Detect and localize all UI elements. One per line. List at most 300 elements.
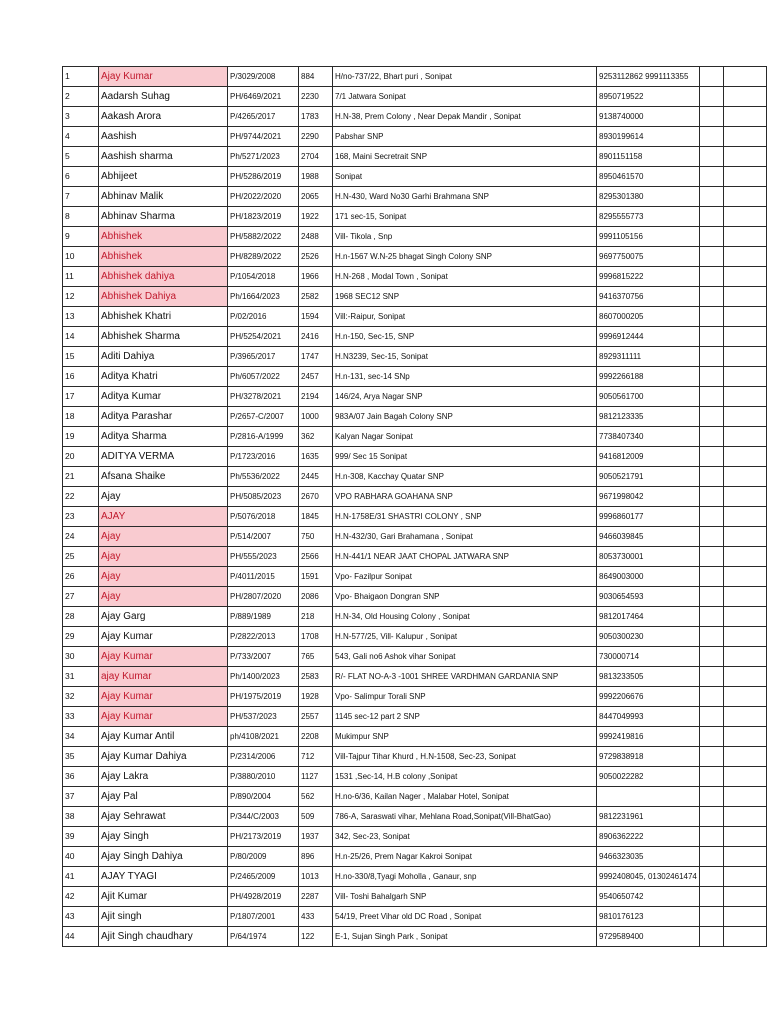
registration-number-cell: PH/1823/2019 xyxy=(228,207,299,227)
table-row xyxy=(63,407,767,427)
registration-number-cell: Ph/1400/2023 xyxy=(228,667,299,687)
name-cell: Ajay Kumar Antil xyxy=(99,727,228,747)
phone-cell: 9810176123 xyxy=(597,907,700,927)
registration-number-cell: P/514/2007 xyxy=(228,527,299,547)
empty-cell xyxy=(723,727,766,747)
serial-number-cell: 40 xyxy=(63,847,99,867)
serial-number-cell: 17 xyxy=(63,387,99,407)
address-cell: Vill- Tikola , Snp xyxy=(333,227,597,247)
code-cell: 2583 xyxy=(299,667,333,687)
address-cell: H.N-34, Old Housing Colony , Sonipat xyxy=(333,607,597,627)
empty-cell xyxy=(723,87,766,107)
empty-cell xyxy=(699,427,723,447)
table-row xyxy=(63,787,767,807)
table-row xyxy=(63,207,767,227)
code-cell: 1594 xyxy=(299,307,333,327)
table-row xyxy=(63,547,767,567)
phone-cell: 8901151158 xyxy=(597,147,700,167)
table-row xyxy=(63,667,767,687)
phone-cell: 9697750075 xyxy=(597,247,700,267)
name-cell: Ajay Kumar xyxy=(99,627,228,647)
name-cell: Abhishek Khatri xyxy=(99,307,228,327)
table-row xyxy=(63,187,767,207)
empty-cell xyxy=(723,667,766,687)
code-cell: 1928 xyxy=(299,687,333,707)
code-cell: 122 xyxy=(299,927,333,947)
phone-cell: 9996912444 xyxy=(597,327,700,347)
name-cell: Ajay Kumar xyxy=(99,707,228,727)
address-cell: H/no-737/22, Bhart puri , Sonipat xyxy=(333,67,597,87)
serial-number-cell: 29 xyxy=(63,627,99,647)
phone-cell: 9992408045, 01302461474 xyxy=(597,867,700,887)
address-cell: H.N-577/25, Vill- Kalupur , Sonipat xyxy=(333,627,597,647)
name-cell: Ajay xyxy=(99,487,228,507)
phone-cell: 730000714 xyxy=(597,647,700,667)
phone-cell: 9812123335 xyxy=(597,407,700,427)
table-row xyxy=(63,127,767,147)
name-cell: Ajay xyxy=(99,567,228,587)
registration-number-cell: PH/537/2023 xyxy=(228,707,299,727)
code-cell: 2704 xyxy=(299,147,333,167)
address-cell: 543, Gali no6 Ashok vihar Sonipat xyxy=(333,647,597,667)
address-cell: 7/1 Jatwara Sonipat xyxy=(333,87,597,107)
empty-cell xyxy=(699,667,723,687)
code-cell: 1937 xyxy=(299,827,333,847)
name-cell: Aditi Dahiya xyxy=(99,347,228,367)
phone-cell: 9813233505 xyxy=(597,667,700,687)
table-row xyxy=(63,607,767,627)
table-row xyxy=(63,867,767,887)
serial-number-cell: 38 xyxy=(63,807,99,827)
empty-cell xyxy=(699,607,723,627)
phone-cell: 9812231961 xyxy=(597,807,700,827)
code-cell: 2230 xyxy=(299,87,333,107)
registration-number-cell: P/3029/2008 xyxy=(228,67,299,87)
code-cell: 433 xyxy=(299,907,333,927)
phone-cell: 9050521791 xyxy=(597,467,700,487)
code-cell: 2208 xyxy=(299,727,333,747)
serial-number-cell: 31 xyxy=(63,667,99,687)
empty-cell xyxy=(699,927,723,947)
address-cell: H.N-432/30, Gari Brahamana , Sonipat xyxy=(333,527,597,547)
empty-cell xyxy=(699,867,723,887)
address-cell: Kalyan Nagar Sonipat xyxy=(333,427,597,447)
name-cell: Aditya Sharma xyxy=(99,427,228,447)
phone-cell: 8950461570 xyxy=(597,167,700,187)
registration-number-cell: P/2314/2006 xyxy=(228,747,299,767)
empty-cell xyxy=(699,367,723,387)
address-cell: H.N-38, Prem Colony , Near Depak Mandir , Sonipat xyxy=(333,107,597,127)
name-cell: Aashish sharma xyxy=(99,147,228,167)
registration-number-cell: PH/5286/2019 xyxy=(228,167,299,187)
name-cell: Ajay xyxy=(99,527,228,547)
empty-cell xyxy=(723,927,766,947)
serial-number-cell: 5 xyxy=(63,147,99,167)
serial-number-cell: 11 xyxy=(63,267,99,287)
empty-cell xyxy=(723,247,766,267)
empty-cell xyxy=(723,907,766,927)
serial-number-cell: 26 xyxy=(63,567,99,587)
empty-cell xyxy=(699,347,723,367)
empty-cell xyxy=(723,807,766,827)
table-row xyxy=(63,167,767,187)
empty-cell xyxy=(699,787,723,807)
empty-cell xyxy=(699,747,723,767)
empty-cell xyxy=(699,847,723,867)
code-cell: 2557 xyxy=(299,707,333,727)
address-cell: H.n-1567 W.N-25 bhagat Singh Colony SNP xyxy=(333,247,597,267)
registration-number-cell: PH/9744/2021 xyxy=(228,127,299,147)
name-cell: Ajay Kumar xyxy=(99,687,228,707)
empty-cell xyxy=(723,307,766,327)
empty-cell xyxy=(699,887,723,907)
serial-number-cell: 15 xyxy=(63,347,99,367)
name-cell: Ajay Sehrawat xyxy=(99,807,228,827)
table-row xyxy=(63,647,767,667)
name-cell: Abhinav Malik xyxy=(99,187,228,207)
address-cell: H.N3239, Sec-15, Sonipat xyxy=(333,347,597,367)
name-cell: Ajit Singh chaudhary xyxy=(99,927,228,947)
code-cell: 1966 xyxy=(299,267,333,287)
code-cell: 1922 xyxy=(299,207,333,227)
name-cell: ADITYA VERMA xyxy=(99,447,228,467)
serial-number-cell: 34 xyxy=(63,727,99,747)
name-cell: Ajit Kumar xyxy=(99,887,228,907)
empty-cell xyxy=(699,147,723,167)
table-row xyxy=(63,287,767,307)
empty-cell xyxy=(723,847,766,867)
serial-number-cell: 37 xyxy=(63,787,99,807)
phone-cell: 9729589400 xyxy=(597,927,700,947)
name-cell: Ajay Pal xyxy=(99,787,228,807)
address-cell: Mukimpur SNP xyxy=(333,727,597,747)
phone-cell: 8447049993 xyxy=(597,707,700,727)
name-cell: Abhijeet xyxy=(99,167,228,187)
registration-number-cell: P/1054/2018 xyxy=(228,267,299,287)
serial-number-cell: 41 xyxy=(63,867,99,887)
table-row xyxy=(63,447,767,467)
registration-number-cell: PH/555/2023 xyxy=(228,547,299,567)
empty-cell xyxy=(699,507,723,527)
address-cell: 983A/07 Jain Bagah Colony SNP xyxy=(333,407,597,427)
table-row xyxy=(63,707,767,727)
name-cell: Aditya Parashar xyxy=(99,407,228,427)
phone-cell: 9992419816 xyxy=(597,727,700,747)
phone-cell: 8950719522 xyxy=(597,87,700,107)
phone-cell: 9992206676 xyxy=(597,687,700,707)
registration-number-cell: P/02/2016 xyxy=(228,307,299,327)
empty-cell xyxy=(699,687,723,707)
table-row xyxy=(63,927,767,947)
table-row xyxy=(63,427,767,447)
name-cell: AJAY xyxy=(99,507,228,527)
empty-cell xyxy=(723,587,766,607)
empty-cell xyxy=(723,527,766,547)
registration-number-cell: PH/5085/2023 xyxy=(228,487,299,507)
empty-cell xyxy=(699,207,723,227)
registration-number-cell: P/4011/2015 xyxy=(228,567,299,587)
phone-cell: 9050022282 xyxy=(597,767,700,787)
table-row xyxy=(63,387,767,407)
code-cell: 1845 xyxy=(299,507,333,527)
address-cell: H.N-441/1 NEAR JAAT CHOPAL JATWARA SNP xyxy=(333,547,597,567)
registration-number-cell: PH/2173/2019 xyxy=(228,827,299,847)
empty-cell xyxy=(699,407,723,427)
registration-number-cell: Ph/5536/2022 xyxy=(228,467,299,487)
serial-number-cell: 22 xyxy=(63,487,99,507)
address-cell: H.N-1758E/31 SHASTRI COLONY , SNP xyxy=(333,507,597,527)
empty-cell xyxy=(699,67,723,87)
registration-number-cell: P/2816-A/1999 xyxy=(228,427,299,447)
table-row xyxy=(63,807,767,827)
empty-cell xyxy=(699,827,723,847)
phone-cell: 9992266188 xyxy=(597,367,700,387)
address-cell: Pabshar SNP xyxy=(333,127,597,147)
empty-cell xyxy=(723,367,766,387)
empty-cell xyxy=(723,107,766,127)
name-cell: Aditya Khatri xyxy=(99,367,228,387)
name-cell: Ajay Singh xyxy=(99,827,228,847)
serial-number-cell: 44 xyxy=(63,927,99,947)
empty-cell xyxy=(723,187,766,207)
table-row xyxy=(63,347,767,367)
name-cell: Abhishek xyxy=(99,247,228,267)
name-cell: Abhishek Dahiya xyxy=(99,287,228,307)
phone-cell: 8649003000 xyxy=(597,567,700,587)
serial-number-cell: 30 xyxy=(63,647,99,667)
code-cell: 2582 xyxy=(299,287,333,307)
phone-cell: 9253112862 9991113355 xyxy=(597,67,700,87)
address-cell: 168, Maini Secretrait SNP xyxy=(333,147,597,167)
address-cell: 1968 SEC12 SNP xyxy=(333,287,597,307)
address-cell: H.no-6/36, Kailan Nager , Malabar Hotel, Sonipat xyxy=(333,787,597,807)
name-cell: Abhishek xyxy=(99,227,228,247)
registration-number-cell: P/2822/2013 xyxy=(228,627,299,647)
serial-number-cell: 2 xyxy=(63,87,99,107)
empty-cell xyxy=(723,887,766,907)
phone-cell: 8053730001 xyxy=(597,547,700,567)
empty-cell xyxy=(723,647,766,667)
code-cell: 2416 xyxy=(299,327,333,347)
address-cell: 171 sec-15, Sonipat xyxy=(333,207,597,227)
empty-cell xyxy=(699,327,723,347)
code-cell: 1127 xyxy=(299,767,333,787)
name-cell: Aakash Arora xyxy=(99,107,228,127)
address-cell: 999/ Sec 15 Sonipat xyxy=(333,447,597,467)
table-row xyxy=(63,727,767,747)
registration-number-cell: P/3880/2010 xyxy=(228,767,299,787)
empty-cell xyxy=(723,487,766,507)
empty-cell xyxy=(723,467,766,487)
empty-cell xyxy=(723,207,766,227)
table-row xyxy=(63,907,767,927)
empty-cell xyxy=(723,627,766,647)
empty-cell xyxy=(699,627,723,647)
address-cell: 146/24, Arya Nagar SNP xyxy=(333,387,597,407)
serial-number-cell: 42 xyxy=(63,887,99,907)
serial-number-cell: 12 xyxy=(63,287,99,307)
address-cell: Vill:-Raipur, Sonipat xyxy=(333,307,597,327)
address-cell: 1531 ,Sec-14, H.B colony ,Sonipat xyxy=(333,767,597,787)
table-body xyxy=(63,67,767,947)
table-row xyxy=(63,307,767,327)
empty-cell xyxy=(699,487,723,507)
empty-cell xyxy=(699,467,723,487)
address-cell: 54/19, Preet Vihar old DC Road , Sonipat xyxy=(333,907,597,927)
empty-cell xyxy=(723,827,766,847)
registration-number-cell: P/344/C/2003 xyxy=(228,807,299,827)
phone-cell: 9050561700 xyxy=(597,387,700,407)
address-cell: H.N-430, Ward No30 Garhi Brahmana SNP xyxy=(333,187,597,207)
code-cell: 218 xyxy=(299,607,333,627)
empty-cell xyxy=(699,567,723,587)
code-cell: 562 xyxy=(299,787,333,807)
serial-number-cell: 21 xyxy=(63,467,99,487)
address-cell: 786-A, Saraswati vihar, Mehlana Road,Sonipat(Vill-BhatGao) xyxy=(333,807,597,827)
serial-number-cell: 3 xyxy=(63,107,99,127)
serial-number-cell: 43 xyxy=(63,907,99,927)
empty-cell xyxy=(699,227,723,247)
empty-cell xyxy=(699,107,723,127)
table-row xyxy=(63,487,767,507)
code-cell: 2287 xyxy=(299,887,333,907)
empty-cell xyxy=(723,267,766,287)
code-cell: 750 xyxy=(299,527,333,547)
registration-number-cell: PH/4928/2019 xyxy=(228,887,299,907)
empty-cell xyxy=(699,267,723,287)
phone-cell: 8930199614 xyxy=(597,127,700,147)
empty-cell xyxy=(723,787,766,807)
registration-number-cell: P/3965/2017 xyxy=(228,347,299,367)
phone-cell: 8607000205 xyxy=(597,307,700,327)
registration-number-cell: PH/5254/2021 xyxy=(228,327,299,347)
serial-number-cell: 33 xyxy=(63,707,99,727)
code-cell: 1783 xyxy=(299,107,333,127)
code-cell: 896 xyxy=(299,847,333,867)
name-cell: ajay Kumar xyxy=(99,667,228,687)
empty-cell xyxy=(723,287,766,307)
phone-cell: 9729838918 xyxy=(597,747,700,767)
serial-number-cell: 35 xyxy=(63,747,99,767)
empty-cell xyxy=(723,67,766,87)
table-row xyxy=(63,67,767,87)
code-cell: 2526 xyxy=(299,247,333,267)
name-cell: Ajay Kumar xyxy=(99,647,228,667)
registration-number-cell: P/1807/2001 xyxy=(228,907,299,927)
registration-number-cell: P/2657-C/2007 xyxy=(228,407,299,427)
table-row xyxy=(63,247,767,267)
address-cell: Vpo- Salimpur Torali SNP xyxy=(333,687,597,707)
phone-cell: 7738407340 xyxy=(597,427,700,447)
table-row xyxy=(63,767,767,787)
empty-cell xyxy=(699,87,723,107)
serial-number-cell: 39 xyxy=(63,827,99,847)
empty-cell xyxy=(723,767,766,787)
registration-number-cell: ph/4108/2021 xyxy=(228,727,299,747)
name-cell: Ajay xyxy=(99,547,228,567)
table-row xyxy=(63,467,767,487)
empty-cell xyxy=(723,227,766,247)
phone-cell: 9996815222 xyxy=(597,267,700,287)
serial-number-cell: 1 xyxy=(63,67,99,87)
serial-number-cell: 19 xyxy=(63,427,99,447)
phone-cell: 9812017464 xyxy=(597,607,700,627)
name-cell: Afsana Shaike xyxy=(99,467,228,487)
name-cell: Ajit singh xyxy=(99,907,228,927)
empty-cell xyxy=(699,127,723,147)
address-cell: H.no-330/8,Tyagi Moholla , Ganaur, snp xyxy=(333,867,597,887)
address-cell: Vill-Tajpur Tihar Khurd , H.N-1508, Sec-23, Sonipat xyxy=(333,747,597,767)
registration-number-cell: PH/5882/2022 xyxy=(228,227,299,247)
empty-cell xyxy=(723,707,766,727)
name-cell: Abhinav Sharma xyxy=(99,207,228,227)
name-cell: Ajay xyxy=(99,587,228,607)
address-cell: H.n-131, sec-14 SNp xyxy=(333,367,597,387)
code-cell: 2290 xyxy=(299,127,333,147)
address-cell: H.n-150, Sec-15, SNP xyxy=(333,327,597,347)
empty-cell xyxy=(723,387,766,407)
serial-number-cell: 9 xyxy=(63,227,99,247)
name-cell: Ajay Lakra xyxy=(99,767,228,787)
table-row xyxy=(63,887,767,907)
phone-cell: 9540650742 xyxy=(597,887,700,907)
name-cell: Abhishek dahiya xyxy=(99,267,228,287)
address-cell: H.N-268 , Modal Town , Sonipat xyxy=(333,267,597,287)
serial-number-cell: 36 xyxy=(63,767,99,787)
address-cell: H.n-25/26, Prem Nagar Kakroi Sonipat xyxy=(333,847,597,867)
name-cell: Abhishek Sharma xyxy=(99,327,228,347)
name-cell: AJAY TYAGI xyxy=(99,867,228,887)
table-row xyxy=(63,367,767,387)
empty-cell xyxy=(699,387,723,407)
registration-number-cell: P/4265/2017 xyxy=(228,107,299,127)
table-row xyxy=(63,327,767,347)
serial-number-cell: 7 xyxy=(63,187,99,207)
serial-number-cell: 14 xyxy=(63,327,99,347)
registration-number-cell: P/64/1974 xyxy=(228,927,299,947)
registration-number-cell: P/890/2004 xyxy=(228,787,299,807)
name-cell: Aditya Kumar xyxy=(99,387,228,407)
table-row xyxy=(63,827,767,847)
phone-cell: 8295301380 xyxy=(597,187,700,207)
code-cell: 2457 xyxy=(299,367,333,387)
name-cell: Aashish xyxy=(99,127,228,147)
name-cell: Ajay Kumar xyxy=(99,67,228,87)
code-cell: 1708 xyxy=(299,627,333,647)
phone-cell: 9138740000 xyxy=(597,107,700,127)
name-cell: Ajay Kumar Dahiya xyxy=(99,747,228,767)
table-row xyxy=(63,747,767,767)
table-row xyxy=(63,107,767,127)
serial-number-cell: 24 xyxy=(63,527,99,547)
table-row xyxy=(63,147,767,167)
registration-number-cell: P/80/2009 xyxy=(228,847,299,867)
serial-number-cell: 13 xyxy=(63,307,99,327)
registration-number-cell: PH/2807/2020 xyxy=(228,587,299,607)
serial-number-cell: 27 xyxy=(63,587,99,607)
serial-number-cell: 10 xyxy=(63,247,99,267)
name-cell: Aadarsh Suhag xyxy=(99,87,228,107)
serial-number-cell: 23 xyxy=(63,507,99,527)
table-row xyxy=(63,527,767,547)
code-cell: 1747 xyxy=(299,347,333,367)
empty-cell xyxy=(699,247,723,267)
code-cell: 712 xyxy=(299,747,333,767)
registration-number-cell: P/1723/2016 xyxy=(228,447,299,467)
table-row xyxy=(63,227,767,247)
empty-cell xyxy=(723,127,766,147)
registration-number-cell: PH/3278/2021 xyxy=(228,387,299,407)
